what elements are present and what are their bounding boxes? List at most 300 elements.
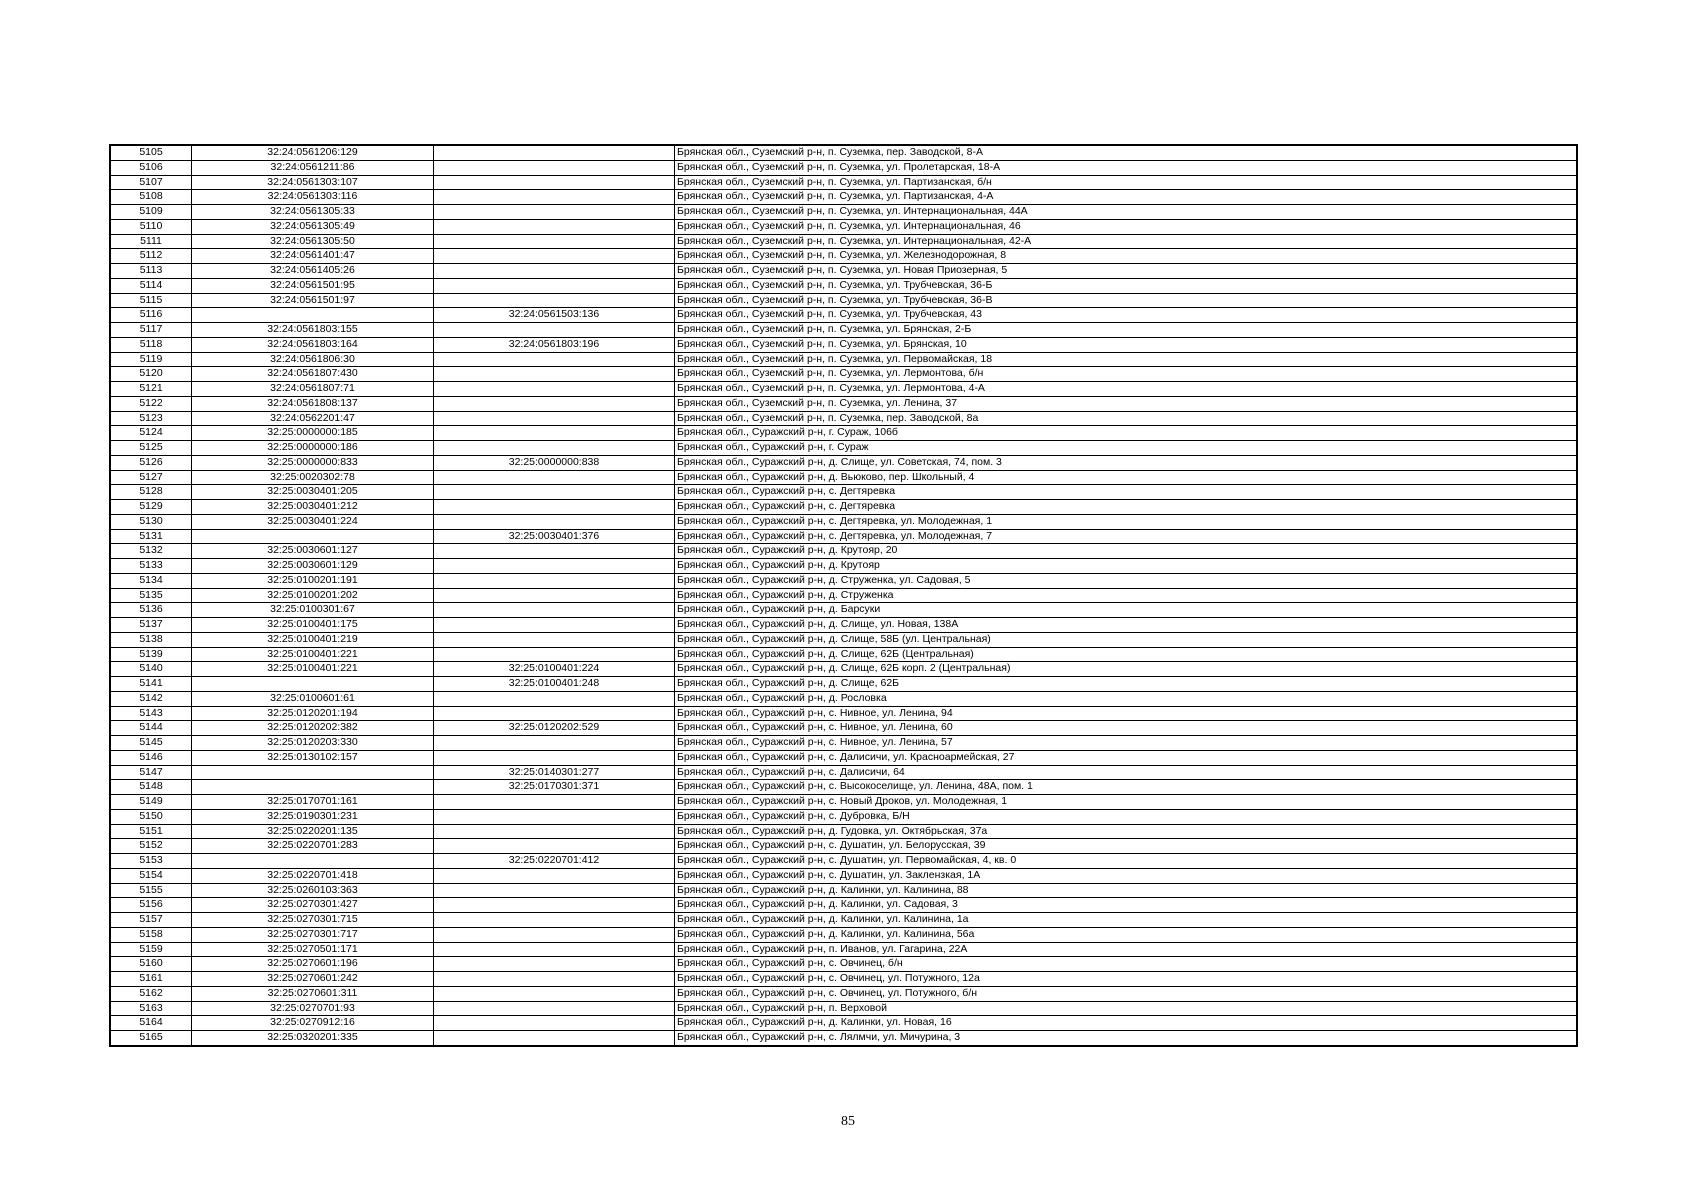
row-number-cell: 5143 <box>110 706 192 721</box>
address-cell: Брянская обл., Суражский р-н, с. Высокоселище, ул. Ленина, 48А, пом. 1 <box>675 780 1578 795</box>
related-cadastral-number-cell: 32:24:0561803:196 <box>434 337 675 352</box>
table-row <box>110 942 1577 957</box>
table-row <box>110 500 1577 515</box>
table-row <box>110 662 1577 677</box>
cadastral-number-cell: 32:25:0270601:242 <box>192 972 434 987</box>
related-cadastral-number-cell <box>434 603 675 618</box>
cadastral-number-cell: 32:24:0561303:107 <box>192 175 434 190</box>
address-cell: Брянская обл., Суземский р-н, п. Суземка, пер. Заводской, 8а <box>675 411 1578 426</box>
related-cadastral-number-cell <box>434 205 675 220</box>
related-cadastral-number-cell <box>434 367 675 382</box>
row-number-cell: 5105 <box>110 145 192 160</box>
related-cadastral-number-cell <box>434 160 675 175</box>
row-number-cell: 5130 <box>110 514 192 529</box>
cadastral-number-cell: 32:25:0030601:129 <box>192 559 434 574</box>
row-number-cell: 5111 <box>110 234 192 249</box>
cadastral-number-cell: 32:25:0030601:127 <box>192 544 434 559</box>
row-number-cell: 5154 <box>110 868 192 883</box>
cadastral-number-cell: 32:25:0270912:16 <box>192 1016 434 1031</box>
address-cell: Брянская обл., Суражский р-н, с. Дегтяревка <box>675 485 1578 500</box>
address-cell: Брянская обл., Суземский р-н, п. Суземка, ул. Брянская, 10 <box>675 337 1578 352</box>
row-number-cell: 5106 <box>110 160 192 175</box>
table-row <box>110 913 1577 928</box>
address-cell: Брянская обл., Суражский р-н, с. Далисичи, 64 <box>675 765 1578 780</box>
cadastral-number-cell: 32:25:0260103:363 <box>192 883 434 898</box>
table-row <box>110 219 1577 234</box>
related-cadastral-number-cell <box>434 942 675 957</box>
table-row <box>110 485 1577 500</box>
related-cadastral-number-cell <box>434 234 675 249</box>
address-cell: Брянская обл., Суражский р-н, с. Овчинец, ул. Потужного, б/н <box>675 986 1578 1001</box>
row-number-cell: 5158 <box>110 927 192 942</box>
cadastral-number-cell: 32:24:0561206:129 <box>192 145 434 160</box>
address-cell: Брянская обл., Суражский р-н, с. Нивное, ул. Ленина, 94 <box>675 706 1578 721</box>
row-number-cell: 5146 <box>110 750 192 765</box>
address-cell: Брянская обл., Суражский р-н, д. Вьюково, пер. Школьный, 4 <box>675 470 1578 485</box>
address-cell: Брянская обл., Суземский р-н, п. Суземка, ул. Пролетарская, 18-А <box>675 160 1578 175</box>
registry-table-wrapper <box>109 144 1578 1047</box>
table-row <box>110 160 1577 175</box>
related-cadastral-number-cell <box>434 957 675 972</box>
cadastral-number-cell <box>192 529 434 544</box>
row-number-cell: 5107 <box>110 175 192 190</box>
table-row <box>110 986 1577 1001</box>
related-cadastral-number-cell <box>434 588 675 603</box>
table-row <box>110 868 1577 883</box>
table-row <box>110 544 1577 559</box>
cadastral-number-cell: 32:25:0270301:717 <box>192 927 434 942</box>
address-cell: Брянская обл., Суземский р-н, п. Суземка, ул. Лермонтова, 4-А <box>675 382 1578 397</box>
related-cadastral-number-cell <box>434 264 675 279</box>
row-number-cell: 5149 <box>110 795 192 810</box>
related-cadastral-number-cell <box>434 824 675 839</box>
related-cadastral-number-cell <box>434 573 675 588</box>
address-cell: Брянская обл., Суражский р-н, д. Слище, 62Б <box>675 677 1578 692</box>
row-number-cell: 5156 <box>110 898 192 913</box>
address-cell: Брянская обл., Суземский р-н, п. Суземка, ул. Трубчевская, 36-В <box>675 293 1578 308</box>
related-cadastral-number-cell <box>434 1031 675 1046</box>
cadastral-number-cell: 32:25:0270601:311 <box>192 986 434 1001</box>
table-row <box>110 795 1577 810</box>
cadastral-number-cell: 32:25:0000000:185 <box>192 426 434 441</box>
table-row <box>110 293 1577 308</box>
cadastral-number-cell: 32:24:0561303:116 <box>192 190 434 205</box>
related-cadastral-number-cell <box>434 426 675 441</box>
row-number-cell: 5123 <box>110 411 192 426</box>
cadastral-number-cell <box>192 780 434 795</box>
related-cadastral-number-cell <box>434 219 675 234</box>
address-cell: Брянская обл., Суражский р-н, д. Слище, 62Б (Центральная) <box>675 647 1578 662</box>
row-number-cell: 5152 <box>110 839 192 854</box>
address-cell: Брянская обл., Суражский р-н, с. Дегтяревка, ул. Молодежная, 7 <box>675 529 1578 544</box>
table-row <box>110 559 1577 574</box>
related-cadastral-number-cell <box>434 839 675 854</box>
address-cell: Брянская обл., Суражский р-н, с. Дегтяревка, ул. Молодежная, 1 <box>675 514 1578 529</box>
related-cadastral-number-cell <box>434 868 675 883</box>
row-number-cell: 5134 <box>110 573 192 588</box>
row-number-cell: 5147 <box>110 765 192 780</box>
table-row <box>110 588 1577 603</box>
address-cell: Брянская обл., Суземский р-н, п. Суземка, ул. Брянская, 2-Б <box>675 323 1578 338</box>
row-number-cell: 5148 <box>110 780 192 795</box>
cadastral-number-cell: 32:25:0100401:221 <box>192 647 434 662</box>
address-cell: Брянская обл., Суражский р-н, с. Душатин, ул. Белорусская, 39 <box>675 839 1578 854</box>
related-cadastral-number-cell: 32:25:0100401:224 <box>434 662 675 677</box>
table-row <box>110 647 1577 662</box>
address-cell: Брянская обл., Суражский р-н, с. Далисичи, ул. Красноармейская, 27 <box>675 750 1578 765</box>
row-number-cell: 5140 <box>110 662 192 677</box>
related-cadastral-number-cell: 32:25:0000000:838 <box>434 455 675 470</box>
table-row <box>110 780 1577 795</box>
row-number-cell: 5135 <box>110 588 192 603</box>
row-number-cell: 5142 <box>110 691 192 706</box>
row-number-cell: 5110 <box>110 219 192 234</box>
cadastral-number-cell: 32:25:0100601:61 <box>192 691 434 706</box>
cadastral-number-cell: 32:25:0270301:427 <box>192 898 434 913</box>
address-cell: Брянская обл., Суражский р-н, д. Гудовка, ул. Октябрьская, 37а <box>675 824 1578 839</box>
address-cell: Брянская обл., Суражский р-н, д. Калинки, ул. Новая, 16 <box>675 1016 1578 1031</box>
related-cadastral-number-cell: 32:25:0140301:277 <box>434 765 675 780</box>
address-cell: Брянская обл., Суземский р-н, п. Суземка, ул. Железнодорожная, 8 <box>675 249 1578 264</box>
table-row <box>110 573 1577 588</box>
page-number: 85 <box>841 1114 855 1129</box>
table-row <box>110 972 1577 987</box>
row-number-cell: 5115 <box>110 293 192 308</box>
address-cell: Брянская обл., Суземский р-н, п. Суземка, ул. Лермонтова, б/н <box>675 367 1578 382</box>
table-row <box>110 691 1577 706</box>
address-cell: Брянская обл., Суражский р-н, д. Крутояр, 20 <box>675 544 1578 559</box>
related-cadastral-number-cell <box>434 544 675 559</box>
address-cell: Брянская обл., Суражский р-н, с. Душатин, ул. Первомайская, 4, кв. 0 <box>675 854 1578 869</box>
address-cell: Брянская обл., Суземский р-н, п. Суземка, ул. Новая Приозерная, 5 <box>675 264 1578 279</box>
cadastral-number-cell: 32:25:0000000:186 <box>192 441 434 456</box>
cadastral-number-cell <box>192 308 434 323</box>
row-number-cell: 5116 <box>110 308 192 323</box>
table-row <box>110 839 1577 854</box>
related-cadastral-number-cell <box>434 441 675 456</box>
address-cell: Брянская обл., Суземский р-н, п. Суземка, ул. Интернациональная, 42-А <box>675 234 1578 249</box>
row-number-cell: 5125 <box>110 441 192 456</box>
table-row <box>110 470 1577 485</box>
table-row <box>110 809 1577 824</box>
cadastral-number-cell: 32:25:0270501:171 <box>192 942 434 957</box>
related-cadastral-number-cell <box>434 647 675 662</box>
address-cell: Брянская обл., Суражский р-н, с. Душатин, ул. Заклензкая, 1А <box>675 868 1578 883</box>
related-cadastral-number-cell <box>434 396 675 411</box>
address-cell: Брянская обл., Суражский р-н, д. Слище, ул. Советская, 74, пом. 3 <box>675 455 1578 470</box>
address-cell: Брянская обл., Суражский р-н, д. Калинки, ул. Садовая, 3 <box>675 898 1578 913</box>
address-cell: Брянская обл., Суземский р-н, п. Суземка, ул. Партизанская, 4-А <box>675 190 1578 205</box>
cadastral-number-cell: 32:25:0100201:202 <box>192 588 434 603</box>
address-cell: Брянская обл., Суражский р-н, г. Сураж <box>675 441 1578 456</box>
row-number-cell: 5133 <box>110 559 192 574</box>
address-cell: Брянская обл., Суземский р-н, п. Суземка, ул. Трубчевская, 36-Б <box>675 278 1578 293</box>
row-number-cell: 5119 <box>110 352 192 367</box>
table-row <box>110 411 1577 426</box>
table-row <box>110 278 1577 293</box>
cadastral-number-cell: 32:25:0320201:335 <box>192 1031 434 1046</box>
address-cell: Брянская обл., Суземский р-н, п. Суземка, ул. Ленина, 37 <box>675 396 1578 411</box>
address-cell: Брянская обл., Суражский р-н, г. Сураж, 106б <box>675 426 1578 441</box>
cadastral-number-cell: 32:24:0561211:86 <box>192 160 434 175</box>
related-cadastral-number-cell: 32:25:0170301:371 <box>434 780 675 795</box>
address-cell: Брянская обл., Суражский р-н, д. Калинки, ул. Калинина, 56а <box>675 927 1578 942</box>
related-cadastral-number-cell <box>434 485 675 500</box>
related-cadastral-number-cell <box>434 972 675 987</box>
row-number-cell: 5155 <box>110 883 192 898</box>
table-row <box>110 264 1577 279</box>
cadastral-number-cell: 32:25:0190301:231 <box>192 809 434 824</box>
row-number-cell: 5153 <box>110 854 192 869</box>
related-cadastral-number-cell <box>434 382 675 397</box>
address-cell: Брянская обл., Суземский р-н, п. Суземка, ул. Партизанская, б/н <box>675 175 1578 190</box>
row-number-cell: 5126 <box>110 455 192 470</box>
related-cadastral-number-cell <box>434 618 675 633</box>
row-number-cell: 5113 <box>110 264 192 279</box>
table-row <box>110 603 1577 618</box>
related-cadastral-number-cell: 32:25:0220701:412 <box>434 854 675 869</box>
table-row <box>110 352 1577 367</box>
row-number-cell: 5121 <box>110 382 192 397</box>
address-cell: Брянская обл., Суражский р-н, д. Рословка <box>675 691 1578 706</box>
table-row <box>110 175 1577 190</box>
cadastral-number-cell: 32:24:0561803:164 <box>192 337 434 352</box>
table-row <box>110 441 1577 456</box>
related-cadastral-number-cell <box>434 898 675 913</box>
table-row <box>110 736 1577 751</box>
cadastral-number-cell: 32:24:0561501:97 <box>192 293 434 308</box>
row-number-cell: 5137 <box>110 618 192 633</box>
row-number-cell: 5131 <box>110 529 192 544</box>
cadastral-number-cell <box>192 854 434 869</box>
related-cadastral-number-cell <box>434 500 675 515</box>
address-cell: Брянская обл., Суражский р-н, д. Струженка, ул. Садовая, 5 <box>675 573 1578 588</box>
row-number-cell: 5151 <box>110 824 192 839</box>
related-cadastral-number-cell: 32:24:0561503:136 <box>434 308 675 323</box>
related-cadastral-number-cell <box>434 632 675 647</box>
related-cadastral-number-cell <box>434 927 675 942</box>
table-row <box>110 529 1577 544</box>
cadastral-number-cell: 32:24:0561305:33 <box>192 205 434 220</box>
row-number-cell: 5128 <box>110 485 192 500</box>
address-cell: Брянская обл., Суземский р-н, п. Суземка, ул. Трубчевская, 43 <box>675 308 1578 323</box>
related-cadastral-number-cell <box>434 1001 675 1016</box>
cadastral-number-cell: 32:25:0030401:212 <box>192 500 434 515</box>
row-number-cell: 5157 <box>110 913 192 928</box>
row-number-cell: 5141 <box>110 677 192 692</box>
cadastral-number-cell: 32:25:0100401:221 <box>192 662 434 677</box>
row-number-cell: 5165 <box>110 1031 192 1046</box>
cadastral-number-cell: 32:25:0020302:78 <box>192 470 434 485</box>
related-cadastral-number-cell <box>434 514 675 529</box>
cadastral-number-cell: 32:24:0561807:430 <box>192 367 434 382</box>
table-row <box>110 898 1577 913</box>
table-row <box>110 854 1577 869</box>
related-cadastral-number-cell <box>434 706 675 721</box>
address-cell: Брянская обл., Суражский р-н, д. Калинки, ул. Калинина, 1а <box>675 913 1578 928</box>
row-number-cell: 5118 <box>110 337 192 352</box>
cadastral-number-cell: 32:25:0100401:175 <box>192 618 434 633</box>
table-row <box>110 1031 1577 1046</box>
related-cadastral-number-cell <box>434 175 675 190</box>
related-cadastral-number-cell <box>434 795 675 810</box>
address-cell: Брянская обл., Суражский р-н, д. Калинки, ул. Калинина, 88 <box>675 883 1578 898</box>
table-row <box>110 514 1577 529</box>
cadastral-number-cell: 32:25:0130102:157 <box>192 750 434 765</box>
cadastral-number-cell: 32:25:0220201:135 <box>192 824 434 839</box>
table-row <box>110 426 1577 441</box>
table-row <box>110 677 1577 692</box>
related-cadastral-number-cell: 32:25:0100401:248 <box>434 677 675 692</box>
row-number-cell: 5136 <box>110 603 192 618</box>
cadastral-number-cell: 32:25:0100401:219 <box>192 632 434 647</box>
address-cell: Брянская обл., Суражский р-н, с. Новый Дроков, ул. Молодежная, 1 <box>675 795 1578 810</box>
row-number-cell: 5160 <box>110 957 192 972</box>
row-number-cell: 5145 <box>110 736 192 751</box>
address-cell: Брянская обл., Суражский р-н, с. Лялмчи, ул. Мичурина, 3 <box>675 1031 1578 1046</box>
table-row <box>110 1001 1577 1016</box>
row-number-cell: 5117 <box>110 323 192 338</box>
cadastral-number-cell: 32:25:0120203:330 <box>192 736 434 751</box>
related-cadastral-number-cell <box>434 323 675 338</box>
related-cadastral-number-cell: 32:25:0120202:529 <box>434 721 675 736</box>
related-cadastral-number-cell <box>434 145 675 160</box>
cadastral-number-cell: 32:24:0561501:95 <box>192 278 434 293</box>
address-cell: Брянская обл., Суземский р-н, п. Суземка, ул. Интернациональная, 46 <box>675 219 1578 234</box>
table-row <box>110 205 1577 220</box>
address-cell: Брянская обл., Суражский р-н, п. Верховой <box>675 1001 1578 1016</box>
related-cadastral-number-cell <box>434 352 675 367</box>
table-row <box>110 1016 1577 1031</box>
cadastral-number-cell: 32:25:0220701:418 <box>192 868 434 883</box>
table-row <box>110 632 1577 647</box>
row-number-cell: 5163 <box>110 1001 192 1016</box>
address-cell: Брянская обл., Суражский р-н, с. Овчинец, ул. Потужного, 12а <box>675 972 1578 987</box>
table-row <box>110 145 1577 160</box>
cadastral-number-cell: 32:25:0170701:161 <box>192 795 434 810</box>
table-row <box>110 618 1577 633</box>
related-cadastral-number-cell <box>434 986 675 1001</box>
address-cell: Брянская обл., Суражский р-н, п. Иванов, ул. Гагарина, 22А <box>675 942 1578 957</box>
cadastral-number-cell: 32:24:0561305:50 <box>192 234 434 249</box>
table-row <box>110 382 1577 397</box>
table-row <box>110 396 1577 411</box>
cadastral-number-cell: 32:25:0120201:194 <box>192 706 434 721</box>
table-row <box>110 337 1577 352</box>
related-cadastral-number-cell <box>434 559 675 574</box>
table-row <box>110 927 1577 942</box>
row-number-cell: 5122 <box>110 396 192 411</box>
row-number-cell: 5112 <box>110 249 192 264</box>
address-cell: Брянская обл., Суражский р-н, д. Барсуки <box>675 603 1578 618</box>
cadastral-number-cell: 32:25:0030401:205 <box>192 485 434 500</box>
cadastral-number-cell: 32:25:0270301:715 <box>192 913 434 928</box>
table-row <box>110 323 1577 338</box>
table-row <box>110 957 1577 972</box>
cadastral-number-cell: 32:25:0000000:833 <box>192 455 434 470</box>
table-row <box>110 824 1577 839</box>
cadastral-number-cell: 32:25:0220701:283 <box>192 839 434 854</box>
address-cell: Брянская обл., Суражский р-н, д. Струженка <box>675 588 1578 603</box>
row-number-cell: 5159 <box>110 942 192 957</box>
cadastral-number-cell: 32:24:0561808:137 <box>192 396 434 411</box>
related-cadastral-number-cell <box>434 750 675 765</box>
address-cell: Брянская обл., Суземский р-н, п. Суземка, ул. Интернациональная, 44А <box>675 205 1578 220</box>
row-number-cell: 5164 <box>110 1016 192 1031</box>
table-row <box>110 721 1577 736</box>
address-cell: Брянская обл., Суражский р-н, с. Нивное, ул. Ленина, 57 <box>675 736 1578 751</box>
row-number-cell: 5109 <box>110 205 192 220</box>
table-row <box>110 455 1577 470</box>
related-cadastral-number-cell <box>434 190 675 205</box>
row-number-cell: 5120 <box>110 367 192 382</box>
related-cadastral-number-cell <box>434 411 675 426</box>
table-row <box>110 367 1577 382</box>
related-cadastral-number-cell: 32:25:0030401:376 <box>434 529 675 544</box>
row-number-cell: 5124 <box>110 426 192 441</box>
cadastral-number-cell: 32:25:0100301:67 <box>192 603 434 618</box>
address-cell: Брянская обл., Суражский р-н, с. Овчинец, б/н <box>675 957 1578 972</box>
address-cell: Брянская обл., Суражский р-н, д. Слище, ул. Новая, 138А <box>675 618 1578 633</box>
address-cell: Брянская обл., Суземский р-н, п. Суземка, ул. Первомайская, 18 <box>675 352 1578 367</box>
row-number-cell: 5129 <box>110 500 192 515</box>
cadastral-number-cell: 32:24:0561401:47 <box>192 249 434 264</box>
related-cadastral-number-cell <box>434 736 675 751</box>
address-cell: Брянская обл., Суражский р-н, с. Дубровка, Б/Н <box>675 809 1578 824</box>
cadastral-number-cell: 32:24:0561807:71 <box>192 382 434 397</box>
related-cadastral-number-cell <box>434 883 675 898</box>
table-row <box>110 883 1577 898</box>
address-cell: Брянская обл., Суземский р-н, п. Суземка, пер. Заводской, 8-А <box>675 145 1578 160</box>
table-row <box>110 765 1577 780</box>
cadastral-number-cell <box>192 677 434 692</box>
related-cadastral-number-cell <box>434 249 675 264</box>
address-cell: Брянская обл., Суражский р-н, д. Слище, 62Б корп. 2 (Центральная) <box>675 662 1578 677</box>
cadastral-number-cell: 32:24:0561806:30 <box>192 352 434 367</box>
registry-table-body <box>110 145 1577 1046</box>
table-row <box>110 234 1577 249</box>
address-cell: Брянская обл., Суражский р-н, д. Крутояр <box>675 559 1578 574</box>
row-number-cell: 5127 <box>110 470 192 485</box>
cadastral-number-cell <box>192 765 434 780</box>
table-row <box>110 706 1577 721</box>
row-number-cell: 5139 <box>110 647 192 662</box>
address-cell: Брянская обл., Суражский р-н, д. Слище, 58Б (ул. Центральная) <box>675 632 1578 647</box>
related-cadastral-number-cell <box>434 293 675 308</box>
cadastral-number-cell: 32:24:0561803:155 <box>192 323 434 338</box>
related-cadastral-number-cell <box>434 691 675 706</box>
related-cadastral-number-cell <box>434 278 675 293</box>
table-row <box>110 750 1577 765</box>
address-cell: Брянская обл., Суражский р-н, с. Нивное, ул. Ленина, 60 <box>675 721 1578 736</box>
row-number-cell: 5150 <box>110 809 192 824</box>
address-cell: Брянская обл., Суражский р-н, с. Дегтяревка <box>675 500 1578 515</box>
registry-table <box>109 144 1578 1047</box>
cadastral-number-cell: 32:24:0561305:49 <box>192 219 434 234</box>
table-row <box>110 249 1577 264</box>
cadastral-number-cell: 32:25:0270701:93 <box>192 1001 434 1016</box>
cadastral-number-cell: 32:24:0561405:26 <box>192 264 434 279</box>
row-number-cell: 5132 <box>110 544 192 559</box>
row-number-cell: 5144 <box>110 721 192 736</box>
row-number-cell: 5108 <box>110 190 192 205</box>
table-row <box>110 308 1577 323</box>
cadastral-number-cell: 32:25:0100201:191 <box>192 573 434 588</box>
cadastral-number-cell: 32:25:0030401:224 <box>192 514 434 529</box>
related-cadastral-number-cell <box>434 809 675 824</box>
cadastral-number-cell: 32:25:0270601:196 <box>192 957 434 972</box>
related-cadastral-number-cell <box>434 1016 675 1031</box>
